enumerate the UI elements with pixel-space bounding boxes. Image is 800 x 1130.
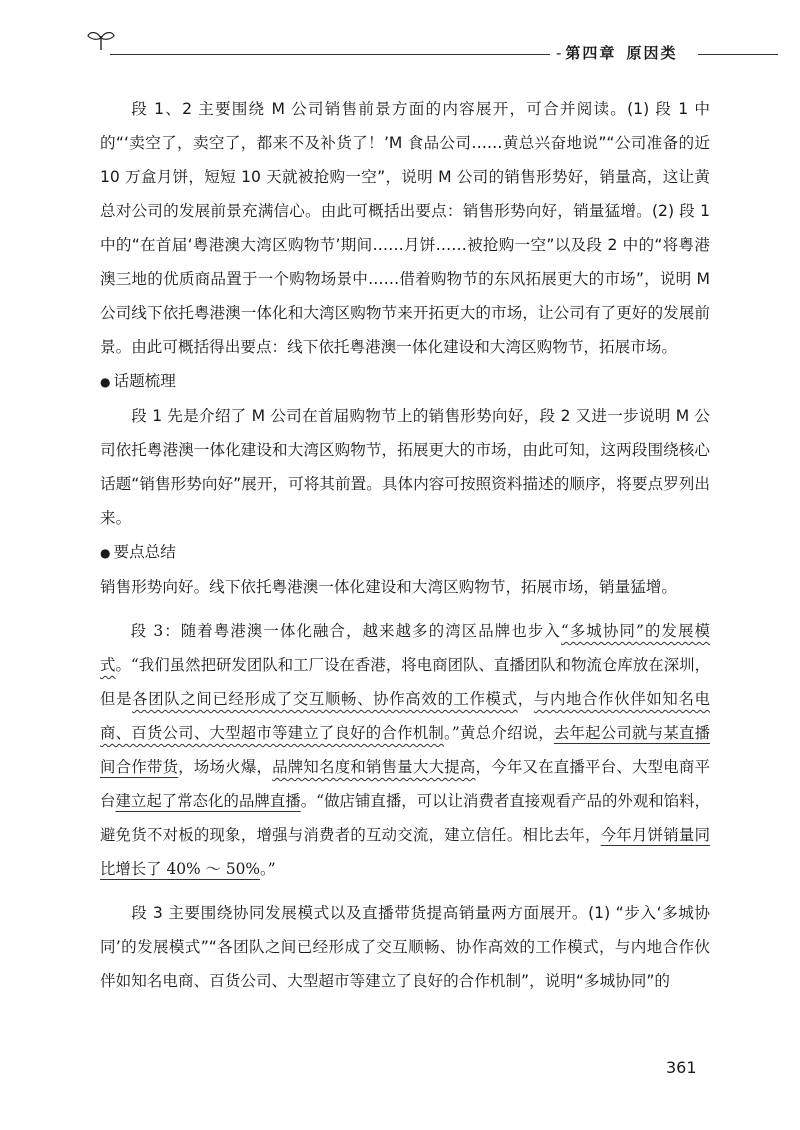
header-rule-right xyxy=(698,54,778,55)
highlight-wavy: 各团队之间已经形成了交互顺畅、协作高效的工作模式 xyxy=(132,690,518,708)
topic-heading xyxy=(100,364,710,399)
header-rule-left xyxy=(110,54,550,55)
page-content xyxy=(100,92,710,998)
material-paragraph-3: 段 3：随着粤港澳一体化融合，越来越多的湾区品牌也步入“多城协同”的发展模式。“我们虽然把研发团队和工厂设在香港，将电商团队、直播团队和物流仓库放在深圳，但是各团队之间已经形成了交互顺畅、协作高效的工作模式，与内地合作伙伴如知名电商、百货公司、大型超市等建立了良好的合作机制。”黄总介绍说，去年起公司就与某直播间合作带货，场场火爆，品牌知名度和销售量大大提高，今年又在直播平台、大型电商平台建立起了常态化的品牌直播。“做店铺直播，可以让消费者直接观看产品的外观和馅料，避免货不对板的现象，增强与消费者的互动交流，建立信任。相比去年，今年月饼销量同比增长了 40% ～ 50%。” xyxy=(100,622,710,878)
sprout-icon xyxy=(86,26,116,52)
highlight-wavy: “多城协同”的发展模式 xyxy=(100,622,710,674)
highlight-underline: 今年月饼销量同比增长了 40% ～ 50% xyxy=(100,826,710,878)
summary-label: 要点总结 xyxy=(113,543,176,561)
bullet-icon: ● xyxy=(100,375,111,389)
topic-paragraph: 段 1 先是介绍了 M 公司在首届购物节上的销售形势向好，段 2 又进一步说明 M 公司依托粤港澳一体化建设和大湾区购物节，拓展更大的市场，由此可知，这两段围绕核心话题“销售形势向好”展开，可将其前置。具体内容可按照资料描述的顺序，将要点罗列出来。 xyxy=(100,407,710,527)
page-number: 361 xyxy=(666,1058,697,1077)
analysis-paragraph-1: 段 1、2 主要围绕 M 公司销售前景方面的内容展开，可合并阅读。(1) 段 1 中的“‘卖空了，卖空了，都来不及补货了！’M 食品公司……黄总兴奋地说”“公司准备的近 10 万盒月饼，短短 10 天就被抢购一空”，说明 M 公司的销售形势好，销量高，这让黄总对公司的发展前景充满信心。由此可概括出要点：销售形势向好，销量猛增。(2) 段 1 中的“在首届‘粤港澳大湾区购物节’期间……月饼……被抢购一空”以及段 2 中的“将粤港澳三地的优质商品置于一个购物场景中……借着购物节的东风拓展更大的市场”，说明 M 公司线下依托粤港澳一体化和大湾区购物节来开拓更大的市场，让公司有了更好的发展前景。由此可概括得出要点：线下依托粤港澳一体化建设和大湾区购物节，拓展市场。 xyxy=(100,100,710,356)
highlight-underline: 建立起了常态化的品牌直播 xyxy=(115,792,301,810)
chapter-heading: - 第四章 原因类 xyxy=(556,44,678,62)
chapter-label: 第四章 xyxy=(565,44,617,62)
analysis-paragraph-3: 段 3 主要围绕协同发展模式以及直播带货提高销量两方面展开。(1) “步入‘多城协同’的发展模式”“各团队之间已经形成了交互顺畅、协作高效的工作模式，与内地合作伙伴如知名电商、百货公司、大型超市等建立了良好的合作机制”，说明“多城协同”的 xyxy=(100,904,710,990)
summary-paragraph: 销售形势向好。线下依托粤港澳一体化建设和大湾区购物节，拓展市场，销量猛增。 xyxy=(100,578,677,596)
highlight-wavy: 品牌知名度和销售量大大提高 xyxy=(272,758,476,776)
summary-heading xyxy=(100,535,710,570)
page-header xyxy=(0,0,800,70)
bullet-icon: ● xyxy=(100,546,111,560)
highlight-wavy: 与内地合作伙伴如知名电商、百货公司、大型超市等建立了良好的合作机制 xyxy=(100,690,710,742)
topic-label: 话题梳理 xyxy=(113,372,176,390)
highlight-underline: 去年起公司就与某直播间合作带货 xyxy=(100,724,710,776)
chapter-name: 原因类 xyxy=(626,44,678,62)
